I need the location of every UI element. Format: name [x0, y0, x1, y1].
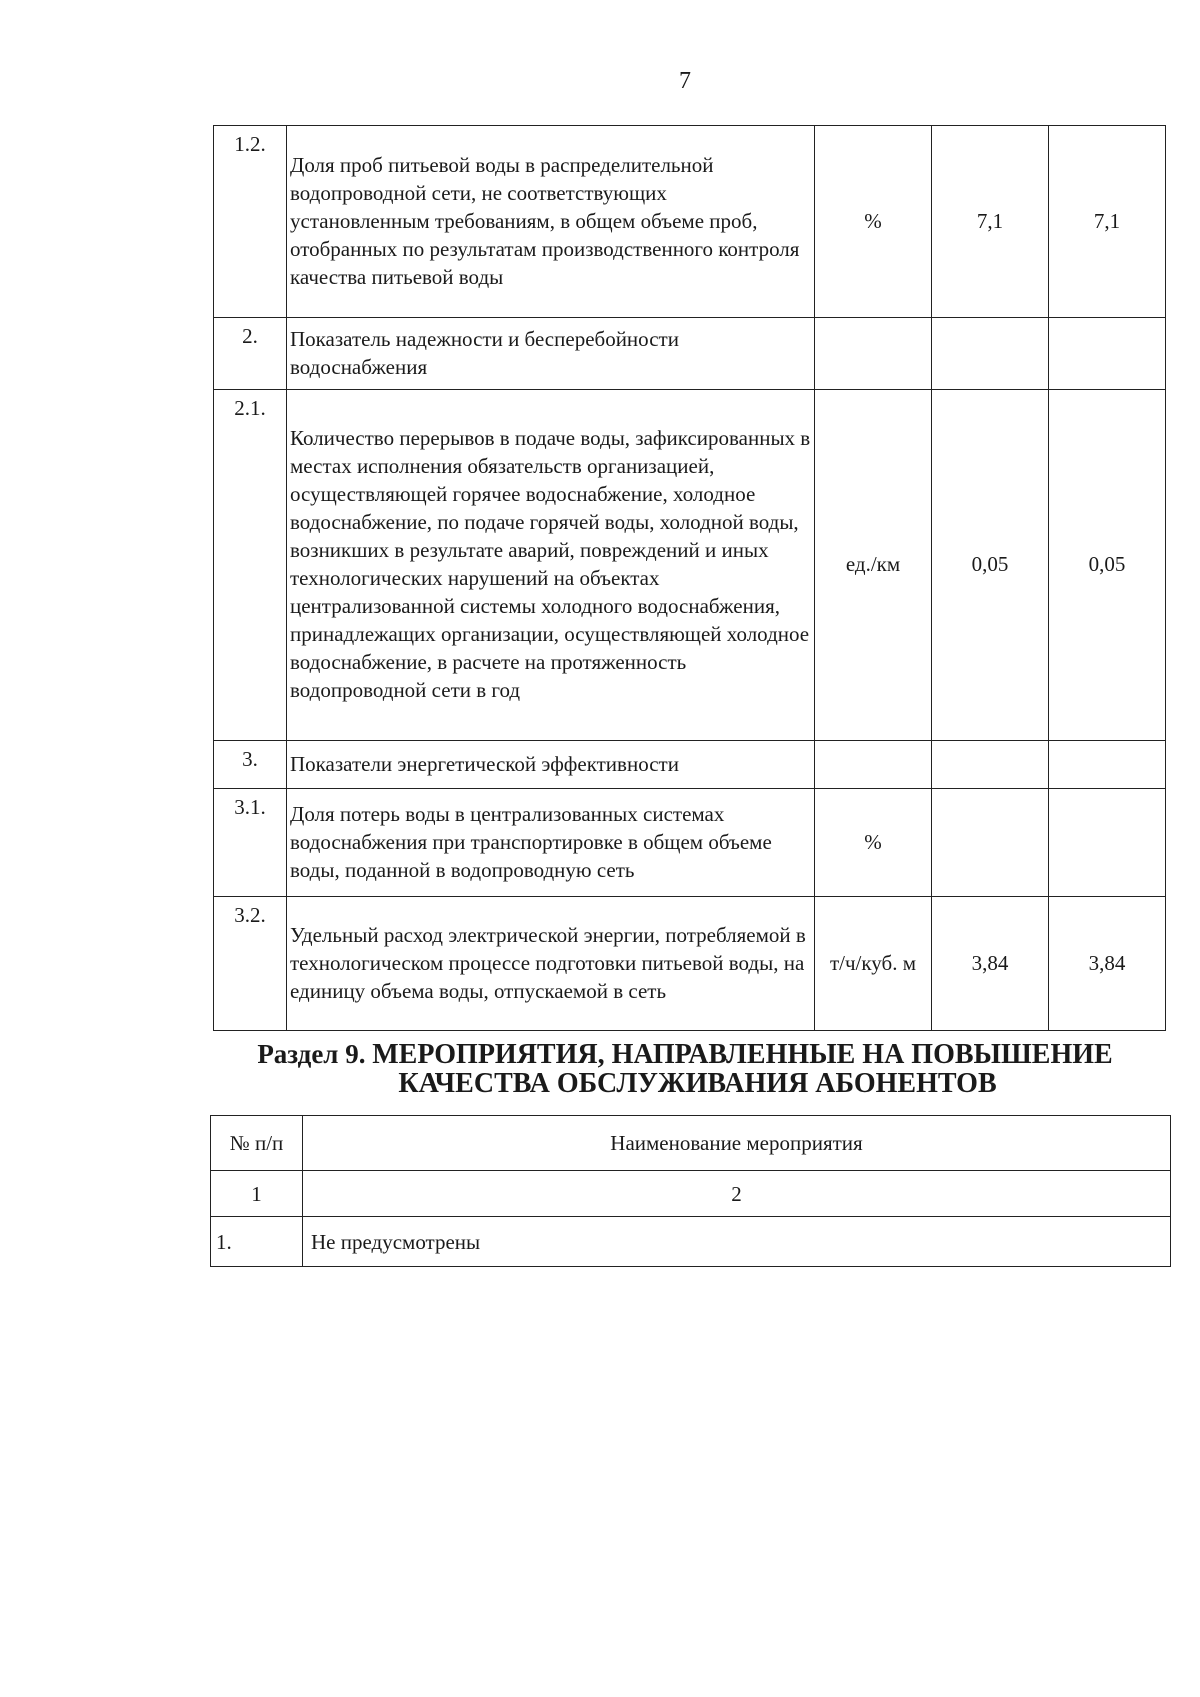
indicator-name: Количество перерывов в подаче воды, зафиксированных в местах исполнения обязательств организацией, осуществляющей горячее водоснабжение, холодное водоснабжение, по подаче горячей воды, холодной воды, возникших в результате аварий, повреждений и иных технологических нарушений на объектах централизованной системы холодного водоснабжения, принадлежащих организации, осуществляющей холодное водоснабжение, в расчете на протяженность водопроводной сети в год: [287, 390, 815, 741]
indicator-value: 7,1: [932, 126, 1049, 318]
indicator-value: [932, 789, 1049, 897]
indicator-number: 2.: [214, 318, 287, 390]
indicator-value: 7,1: [1049, 126, 1166, 318]
indicator-unit: %: [815, 789, 932, 897]
measure-number: 1.: [211, 1217, 303, 1267]
table-row: [214, 318, 1166, 390]
indicator-number: 3.1.: [214, 789, 287, 897]
column-header-number: № п/п: [211, 1116, 303, 1171]
table-row: [214, 897, 1166, 1031]
column-index-row: [211, 1171, 1171, 1217]
indicator-unit: т/ч/куб. м: [815, 897, 932, 1031]
indicator-value: [932, 741, 1049, 789]
indicator-number: 3.2.: [214, 897, 287, 1031]
section-title: [0, 1040, 1200, 1098]
indicator-name: Показатели энергетической эффективности: [287, 741, 815, 789]
indicator-unit: [815, 318, 932, 390]
measures-table: [210, 1115, 1171, 1267]
indicator-unit: ед./км: [815, 390, 932, 741]
section-title-line2: КАЧЕСТВА ОБСЛУЖИВАНИЯ АБОНЕНТОВ: [398, 1068, 997, 1099]
indicators-table: [213, 125, 1166, 1031]
indicator-value: 3,84: [1049, 897, 1166, 1031]
table-row: [214, 789, 1166, 897]
table-row: [211, 1217, 1171, 1267]
indicator-number: 3.: [214, 741, 287, 789]
indicator-number: 2.1.: [214, 390, 287, 741]
indicator-unit: [815, 741, 932, 789]
table-row: [214, 741, 1166, 789]
column-index: 2: [303, 1171, 1171, 1217]
section-prefix: Раздел 9.: [257, 1039, 366, 1069]
table-header-row: [211, 1116, 1171, 1171]
indicator-name: Удельный расход электрической энергии, потребляемой в технологическом процессе подготовки питьевой воды, на единицу объема воды, отпускаемой в сеть: [287, 897, 815, 1031]
indicator-value: 0,05: [1049, 390, 1166, 741]
indicator-name: Доля потерь воды в централизованных системах водоснабжения при транспортировке в общем объеме воды, поданной в водопроводную сеть: [287, 789, 815, 897]
indicator-number: 1.2.: [214, 126, 287, 318]
column-header-name: Наименование мероприятия: [303, 1116, 1171, 1171]
table-row: [214, 390, 1166, 741]
indicator-value: 0,05: [932, 390, 1049, 741]
indicator-name: Доля проб питьевой воды в распределительной водопроводной сети, не соответствующих установленным требованиям, в общем объеме проб, отобранных по результатам производственного контроля качества питьевой воды: [287, 126, 815, 318]
indicator-value: [1049, 789, 1166, 897]
column-index: 1: [211, 1171, 303, 1217]
section-title-line1: МЕРОПРИЯТИЯ, НАПРАВЛЕННЫЕ НА ПОВЫШЕНИЕ: [372, 1039, 1113, 1070]
indicator-name: Показатель надежности и бесперебойности водоснабжения: [287, 318, 815, 390]
table-row: [214, 126, 1166, 318]
page-number: 7: [679, 68, 691, 94]
indicator-value: [1049, 318, 1166, 390]
measure-name: Не предусмотрены: [303, 1217, 1171, 1267]
indicator-value: 3,84: [932, 897, 1049, 1031]
indicator-value: [1049, 741, 1166, 789]
indicator-unit: %: [815, 126, 932, 318]
indicator-value: [932, 318, 1049, 390]
